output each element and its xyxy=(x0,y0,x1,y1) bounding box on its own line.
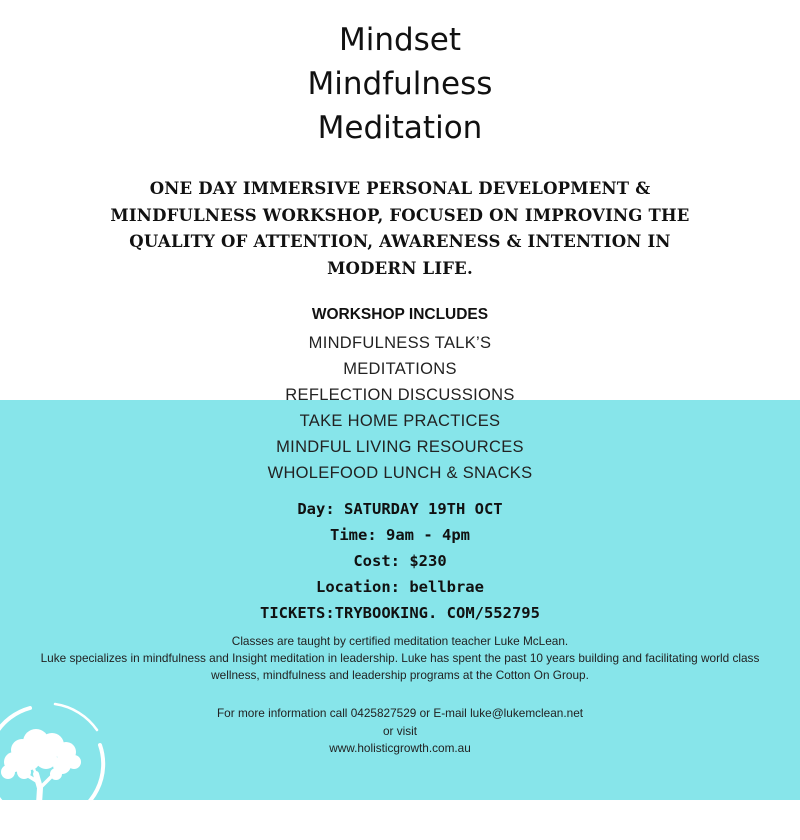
bio-line-2: Luke specializes in mindfulness and Insight meditation in leadership. Luke has spent the past 10 years building and facilitating world class wellness, mindfulness and leadership programs at the Cotton On Group. xyxy=(40,651,760,682)
contact-line-1[interactable]: For more information call 0425827529 or E-mail luke@lukemclean.net xyxy=(216,706,584,720)
event-day: Day: SATURDAY 19TH OCT xyxy=(297,500,503,518)
event-details xyxy=(0,496,800,626)
list-item: REFLECTION DISCUSSIONS xyxy=(285,386,515,404)
title-meditation: Meditation xyxy=(317,110,483,146)
workshop-includes-list xyxy=(0,330,800,486)
contact-line-2: or visit xyxy=(382,723,418,738)
list-item: MINDFUL LIVING RESOURCES xyxy=(276,438,524,456)
event-time: Time: 9am - 4pm xyxy=(330,526,470,544)
workshop-description: ONE DAY IMMERSIVE PERSONAL DEVELOPMENT & MINDFULNESS WORKSHOP, FOCUSED ON IMPROVING THE QUALITY OF ATTENTION, AWARENESS & INTENTION IN MODERN LIFE. xyxy=(110,179,690,278)
tree-circle-icon xyxy=(0,690,120,840)
tickets-link[interactable]: TICKETS:TRYBOOKING. COM/552795 xyxy=(260,604,540,622)
workshop-includes-heading: WORKSHOP INCLUDES xyxy=(311,306,489,323)
bio-line-1: Classes are taught by certified meditation teacher Luke McLean. xyxy=(231,634,569,648)
list-item: TAKE HOME PRACTICES xyxy=(299,412,501,430)
list-item: MEDITATIONS xyxy=(343,360,457,378)
contact-info xyxy=(0,705,800,758)
title-mindfulness: Mindfulness xyxy=(307,66,493,102)
title-mindset: Mindset xyxy=(338,22,462,58)
event-location: Location: bellbrae xyxy=(316,578,484,596)
list-item: MINDFULNESS TALK’S xyxy=(308,334,492,352)
teacher-bio xyxy=(20,633,780,684)
list-item: WHOLEFOOD LUNCH & SNACKS xyxy=(267,464,533,482)
event-cost: Cost: $230 xyxy=(353,552,447,570)
website-link[interactable]: www.holisticgrowth.com.au xyxy=(329,741,471,755)
